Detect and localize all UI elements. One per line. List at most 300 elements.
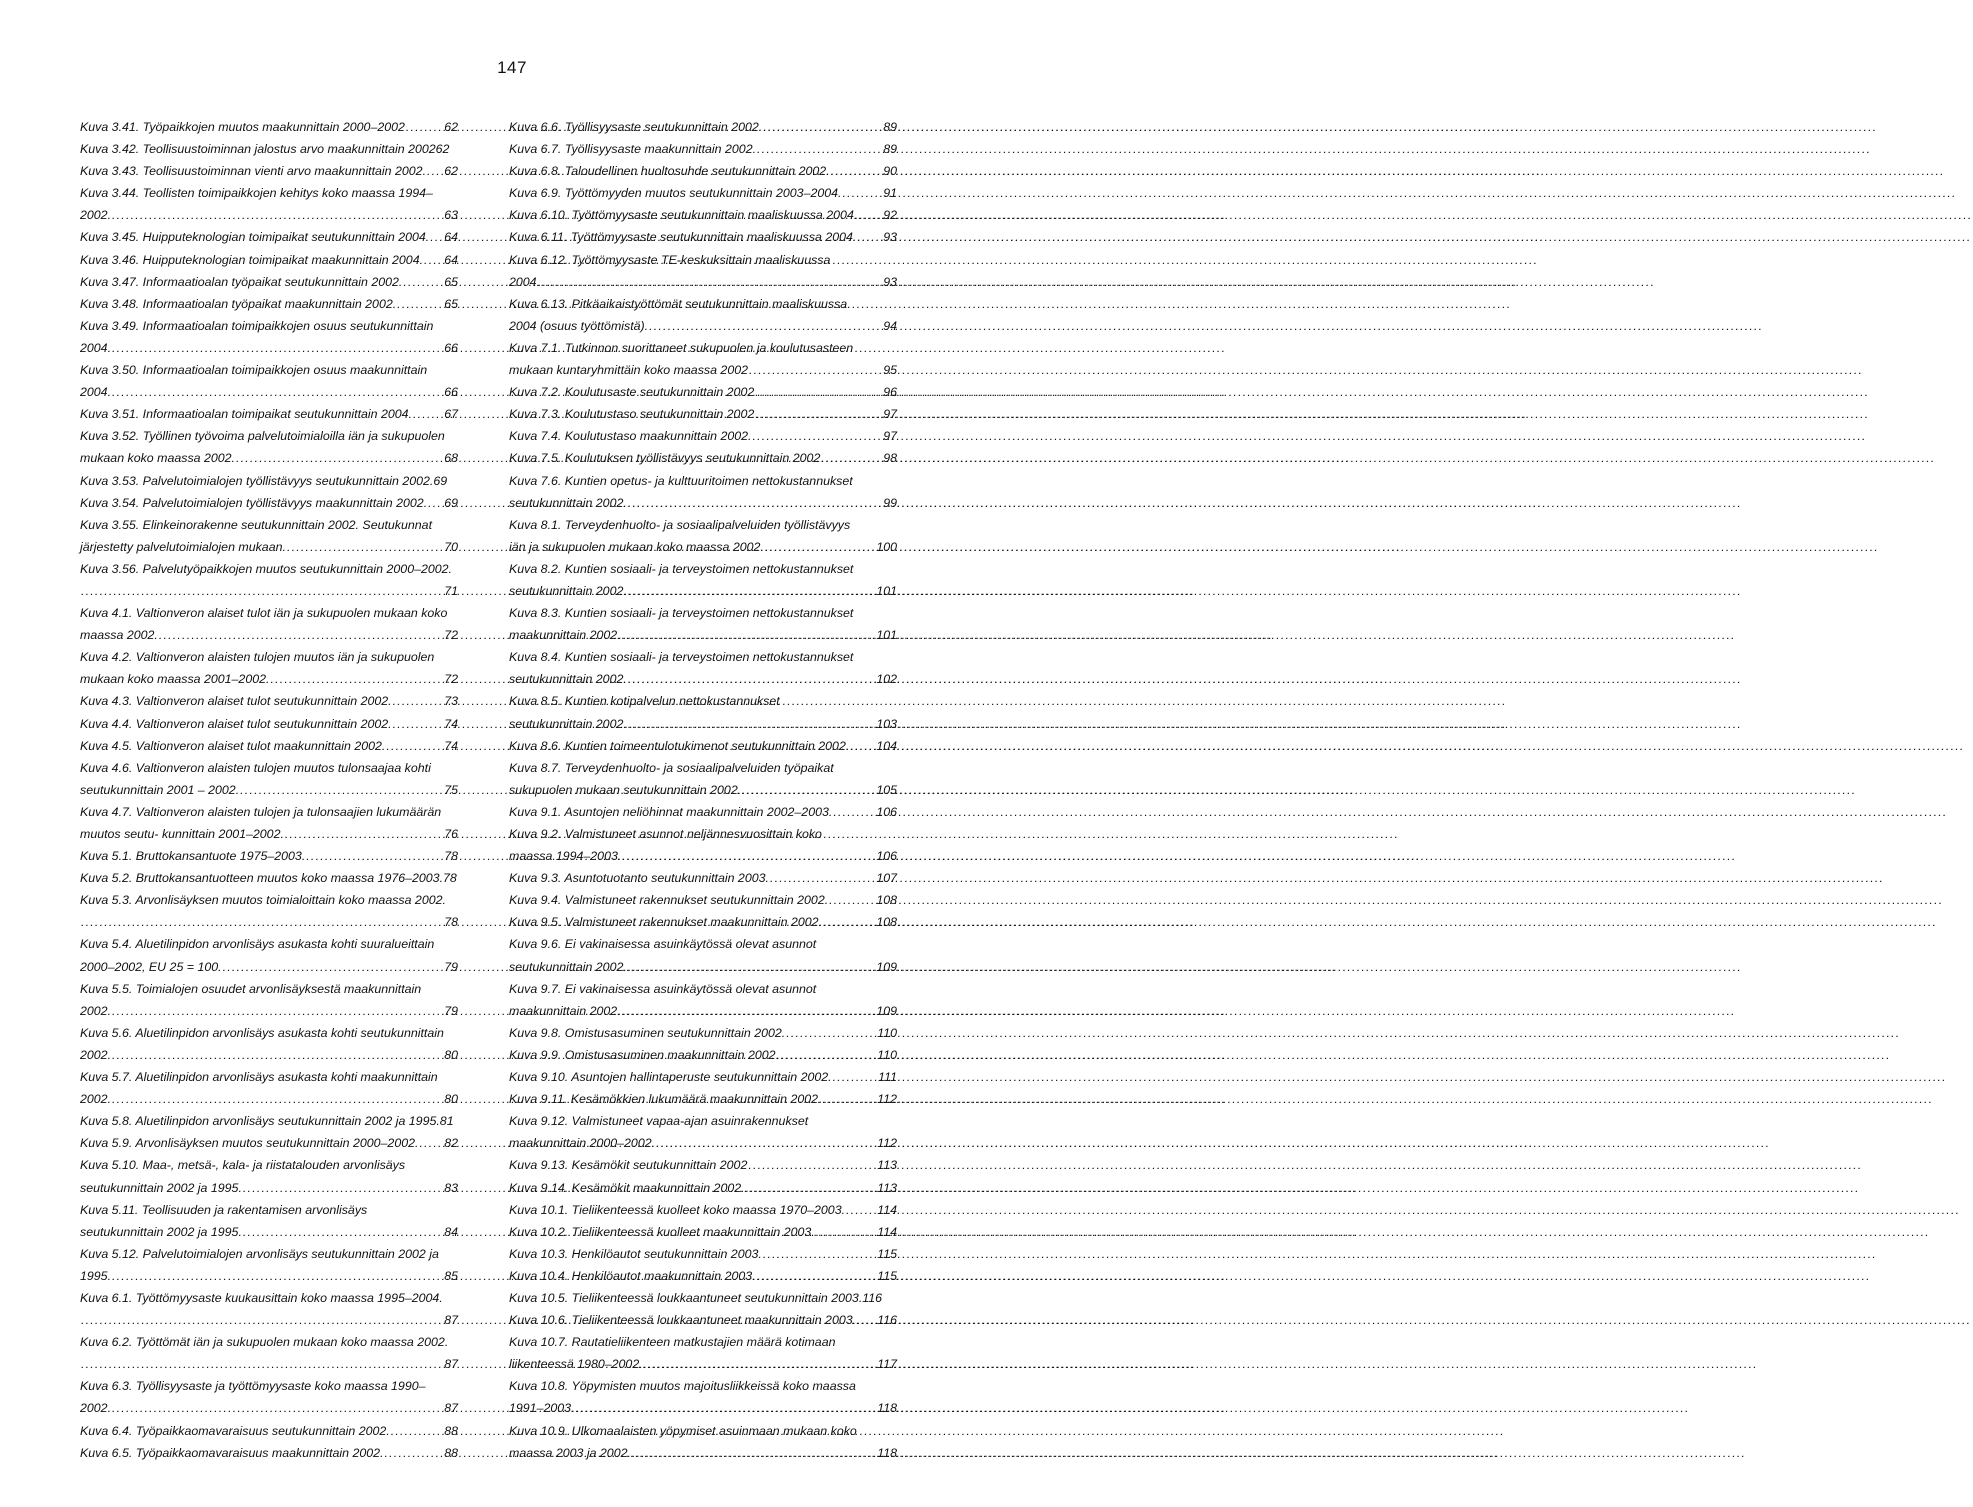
toc-entry-text: 2000–2002, EU 25 = 100. bbox=[80, 959, 222, 974]
toc-entry-text: Kuva 10.2. Tieliikenteessä kuolleet maakunnittain 2003. bbox=[509, 1224, 815, 1239]
toc-entry-line bbox=[509, 359, 897, 381]
toc-entry-text: Kuva 4.4. Valtionveron alaiset tulot seutukunnittain 2002. bbox=[80, 716, 392, 731]
page-number: 147 bbox=[497, 58, 527, 77]
toc-entry bbox=[80, 492, 458, 514]
toc-leader-dots bbox=[81, 1309, 443, 1331]
toc-leader-dots bbox=[243, 1221, 443, 1243]
toc-entry bbox=[80, 1066, 458, 1110]
toc-entry-line bbox=[80, 978, 458, 1000]
toc-entry-text: Kuva 6.13. Pitkäaikaistyöttömät seutukunnittain maaliskuussa bbox=[509, 296, 848, 311]
toc-page-number: 107 bbox=[876, 871, 897, 886]
toc-entry-text: maakunnittain 2002. bbox=[509, 628, 621, 643]
toc-entry-line bbox=[80, 911, 458, 933]
toc-entry-text: Kuva 6.3. Työllisyysaste ja työttömyysaste koko maassa 1990– bbox=[80, 1379, 426, 1394]
toc-entry-line bbox=[80, 933, 458, 955]
toc-entry bbox=[509, 514, 897, 558]
toc-entry-text: Kuva 5.1. Bruttokansantuote 1975–2003. bbox=[80, 849, 306, 864]
toc-entry bbox=[80, 1110, 458, 1132]
toc-leader-dots bbox=[397, 293, 443, 315]
toc-entry-text: Kuva 5.11. Teollisuuden ja rakentamisen arvonlisäys bbox=[80, 1202, 368, 1217]
toc-entry-line bbox=[509, 492, 897, 514]
toc-page-number: 114 bbox=[877, 1224, 897, 1239]
toc-entry bbox=[80, 1022, 458, 1066]
toc-page-number: 71 bbox=[444, 583, 458, 598]
toc-entry-text: maakunnittain 2002. bbox=[509, 1003, 621, 1018]
toc-leader-dots bbox=[403, 271, 443, 293]
toc-entry bbox=[80, 1420, 458, 1442]
toc-entry bbox=[80, 359, 458, 403]
toc-entry bbox=[509, 1066, 897, 1088]
toc-entry bbox=[80, 1442, 458, 1464]
toc-page-number: 66 bbox=[444, 340, 458, 355]
toc-entry-text: Kuva 9.5. Valmistuneet rakennukset maakunnittain 2002. bbox=[509, 915, 822, 930]
toc-leader-dots bbox=[428, 492, 443, 514]
toc-entry-line bbox=[509, 403, 897, 425]
toc-leader-dots bbox=[857, 1309, 876, 1331]
toc-entry bbox=[80, 978, 458, 1022]
toc-leader-dots bbox=[763, 116, 882, 138]
toc-entry-line bbox=[509, 1287, 897, 1309]
toc-leader-dots bbox=[748, 1154, 876, 1176]
toc-entry-line bbox=[80, 867, 458, 889]
toc-entry bbox=[509, 1420, 897, 1464]
toc-entry-text: järjestetty palvelutoimialojen mukaan. bbox=[80, 539, 286, 554]
toc-entry bbox=[80, 1132, 458, 1154]
toc-entry-text: Kuva 10.6. Tieliikenteessä loukkaantuneet maakunnittain 2003. bbox=[509, 1313, 857, 1328]
toc-page-number: 65 bbox=[444, 296, 458, 311]
toc-entry bbox=[509, 160, 897, 182]
toc-leader-dots bbox=[406, 116, 443, 138]
toc-entry-line bbox=[509, 956, 897, 978]
toc-page-number: 94 bbox=[883, 318, 897, 333]
toc-entry-line bbox=[509, 911, 897, 933]
toc-entry-text: Kuva 6.9. Työttömyyden muutos seutukunnittain 2003–2004. bbox=[509, 186, 842, 201]
toc-entry-line bbox=[80, 1353, 458, 1375]
toc-entry-text: Kuva 8.4. Kuntien sosiaali- ja terveystoimen nettokustannukset bbox=[509, 650, 854, 665]
toc-leader-dots bbox=[628, 668, 876, 690]
toc-entry-text: muutos seutu- kunnittain 2001–2002. bbox=[80, 827, 284, 841]
toc-page-number: 62 bbox=[444, 120, 458, 134]
toc-entry-text: Kuva 9.1. Asuntojen neliöhinnat maakunnittain 2002–2003. bbox=[509, 804, 833, 819]
toc-entry-text: seutukunnittain 2002. bbox=[509, 672, 627, 687]
toc-entry-text: seutukunnittain 2002. bbox=[509, 495, 627, 510]
toc-entry-text: seutukunnittain 2002. bbox=[509, 716, 627, 731]
toc-entry bbox=[509, 690, 897, 734]
toc-entry-text: Kuva 5.9. Arvonlisäyksen muutos seutukunnittain 2000–2002. bbox=[80, 1136, 419, 1151]
toc-entry-line bbox=[509, 867, 897, 889]
toc-entry-line bbox=[80, 1199, 458, 1221]
toc-entry bbox=[80, 1243, 458, 1287]
toc-entry-line bbox=[509, 1110, 897, 1132]
toc-entry-line bbox=[80, 1397, 458, 1419]
toc-entry-line bbox=[80, 1066, 458, 1088]
toc-page-number: 65 bbox=[444, 274, 458, 289]
toc-entry-line bbox=[80, 889, 458, 911]
toc-leader-dots bbox=[628, 492, 882, 514]
toc-leader-dots bbox=[632, 1442, 876, 1464]
toc-entry bbox=[509, 337, 897, 381]
toc-entry bbox=[509, 1022, 897, 1044]
toc-leader-dots bbox=[786, 1022, 876, 1044]
toc-leader-dots bbox=[757, 1265, 877, 1287]
toc-entry-text: maakunnittain 2000–2002. bbox=[509, 1136, 656, 1151]
toc-entry bbox=[509, 801, 897, 823]
toc-page-number: 75 bbox=[444, 782, 458, 797]
toc-entry-text: Kuva 3.42. Teollisuustoiminnan jalostus arvo maakunnittain 200262 bbox=[80, 142, 450, 157]
toc-entry-text: Kuva 10.7. Rautatieliikenteen matkustajien määrä kotimaan bbox=[509, 1335, 836, 1350]
toc-leader-dots bbox=[223, 956, 444, 978]
toc-entry-line bbox=[80, 735, 458, 757]
toc-entry-text: Kuva 9.12. Valmistuneet vapaa-ajan asuinrakennukset bbox=[509, 1114, 809, 1129]
toc-leader-dots bbox=[385, 1442, 444, 1464]
toc-entry-line bbox=[80, 492, 458, 514]
toc-page-number: 106 bbox=[876, 849, 897, 864]
toc-entry-line bbox=[509, 558, 897, 580]
toc-entry bbox=[509, 403, 897, 425]
toc-page-number: 90 bbox=[883, 164, 897, 179]
toc-entry bbox=[509, 757, 897, 801]
toc-entry bbox=[509, 1199, 897, 1221]
toc-leader-dots bbox=[850, 735, 875, 757]
toc-entry-text: Kuva 10.5. Tieliikenteessä loukkaantuneet seutukunnittain 2003.116 bbox=[509, 1290, 883, 1305]
toc-entry-line bbox=[80, 1420, 458, 1442]
toc-entry-text: 2004 (osuus työttömistä). bbox=[509, 318, 649, 333]
toc-entry-line bbox=[80, 1442, 458, 1464]
toc-leader-dots bbox=[622, 845, 875, 867]
toc-entry bbox=[509, 249, 897, 293]
toc-entry bbox=[509, 1110, 897, 1154]
toc-entry-line bbox=[80, 845, 458, 867]
toc-leader-dots bbox=[427, 160, 443, 182]
toc-entry-line bbox=[509, 1154, 897, 1176]
toc-entry-line bbox=[509, 293, 897, 315]
toc-entry-text: Kuva 6.1. Työttömyysaste kuukausittain koko maassa 1995–2004. bbox=[80, 1290, 443, 1305]
toc-entry-line bbox=[80, 1331, 458, 1353]
toc-page-number: 80 bbox=[444, 1047, 458, 1062]
toc-entry-text: 2002. bbox=[80, 208, 112, 223]
toc-entry-text: Kuva 6.7. Työllisyysaste maakunnittain 2002. bbox=[509, 142, 757, 157]
toc-entry-line bbox=[509, 337, 897, 359]
toc-leader-dots bbox=[846, 1199, 876, 1221]
toc-entry-text: Kuva 3.44. Teollisten toimipaikkojen kehitys koko maassa 1994– bbox=[80, 186, 433, 201]
toc-page-number: 80 bbox=[444, 1092, 458, 1107]
toc-entry-text: Kuva 9.10. Asuntojen hallintaperuste seutukunnittain 2002. bbox=[509, 1070, 832, 1085]
toc-entry-line bbox=[80, 315, 458, 337]
toc-page-number: 76 bbox=[444, 827, 458, 841]
toc-page-number: 111 bbox=[878, 1070, 897, 1085]
toc-entry-text: Kuva 8.5. Kuntien kotipalvelun nettokustannukset bbox=[509, 694, 780, 709]
toc-page-number: 101 bbox=[876, 583, 897, 598]
toc-page-number: 87 bbox=[444, 1401, 458, 1416]
toc-right-column bbox=[509, 116, 897, 1464]
toc-entry-line bbox=[80, 956, 458, 978]
toc-leader-dots bbox=[81, 1353, 443, 1375]
toc-entry-text: Kuva 8.7. Terveydenhuolto- ja sosiaalipalveluiden työpaikat bbox=[509, 760, 834, 775]
toc-entry-text: Kuva 8.6. Kuntien toimeentulotukimenot seutukunnittain 2002. bbox=[509, 738, 850, 753]
toc-entry bbox=[509, 1221, 897, 1243]
toc-page-number: 98 bbox=[883, 451, 897, 466]
toc-leader-dots bbox=[393, 690, 444, 712]
toc-leader-dots bbox=[842, 182, 882, 204]
toc-leader-dots bbox=[628, 956, 876, 978]
toc-entry-line bbox=[80, 1044, 458, 1066]
toc-page-number: 67 bbox=[444, 407, 458, 422]
toc-leader-dots bbox=[112, 1397, 443, 1419]
toc-entry-text: Kuva 9.8. Omistusasuminen seutukunnittain 2002. bbox=[509, 1025, 786, 1040]
toc-entry-text: Kuva 3.56. Palvelutyöpaikkojen muutos seutukunnittain 2000–2002. bbox=[80, 561, 452, 576]
toc-leader-dots bbox=[622, 624, 876, 646]
toc-entry-text: Kuva 9.6. Ei vakinaisessa asuinkäytössä olevat asunnot bbox=[509, 937, 817, 952]
toc-leader-dots bbox=[386, 735, 443, 757]
toc-page-number: 84 bbox=[444, 1224, 458, 1239]
toc-page-number: 69 bbox=[444, 495, 458, 510]
toc-entry-line bbox=[80, 624, 458, 646]
toc-leader-dots bbox=[240, 779, 443, 801]
toc-entry-line bbox=[509, 1177, 897, 1199]
toc-page-number: 97 bbox=[883, 429, 897, 444]
toc-entry-text: mukaan koko maassa 2002. bbox=[80, 451, 235, 466]
toc-entry-line bbox=[80, 1132, 458, 1154]
toc-entry-line bbox=[80, 337, 458, 359]
toc-entry-line bbox=[80, 403, 458, 425]
toc-page-number: 87 bbox=[444, 1357, 458, 1372]
toc-leader-dots bbox=[285, 823, 443, 845]
toc-entry-line bbox=[509, 514, 897, 536]
toc-page-number: 114 bbox=[877, 1202, 897, 1217]
toc-page-number: 72 bbox=[444, 628, 458, 643]
toc-page-number: 78 bbox=[444, 849, 458, 864]
toc-leader-dots bbox=[755, 381, 882, 403]
toc-entry-line bbox=[509, 713, 897, 735]
toc-page-number: 118 bbox=[877, 1445, 897, 1460]
toc-entry-text: Kuva 7.6. Kuntien opetus- ja kulttuuritoimen nettokustannukset bbox=[509, 473, 853, 488]
toc-entry bbox=[509, 381, 897, 403]
toc-entry bbox=[80, 690, 458, 712]
toc-entry-line bbox=[80, 801, 458, 823]
toc-entry-text: Kuva 6.4. Työpaikkaomavaraisuus seutukunnittain 2002. bbox=[80, 1423, 390, 1438]
toc-entry-line bbox=[80, 690, 458, 712]
toc-leader-dots bbox=[746, 1177, 877, 1199]
toc-entry-text: Kuva 10.8. Yöpymisten muutos majoitusliikkeissä koko maassa bbox=[509, 1379, 856, 1394]
toc-entry-line bbox=[80, 1088, 458, 1110]
toc-entry-line bbox=[509, 1353, 897, 1375]
toc-entry-line bbox=[509, 1331, 897, 1353]
toc-entry-text: 2002. bbox=[80, 1401, 112, 1416]
toc-leader-dots bbox=[752, 425, 882, 447]
toc-entry-text: Kuva 5.6. Aluetilinpidon arvonlisäys asukasta kohti seutukunnittain bbox=[80, 1025, 444, 1040]
toc-entry bbox=[80, 116, 458, 138]
toc-entry bbox=[509, 1154, 897, 1176]
toc-entry-line bbox=[509, 425, 897, 447]
toc-entry-line bbox=[509, 757, 897, 779]
toc-entry-text: Kuva 8.3. Kuntien sosiaali- ja terveystoimen nettokustannukset bbox=[509, 606, 854, 621]
toc-entry-text: 2002. bbox=[80, 1003, 112, 1018]
toc-entry bbox=[509, 1309, 897, 1331]
toc-page-number: 116 bbox=[877, 1313, 897, 1328]
toc-page-number: 79 bbox=[444, 1003, 458, 1018]
toc-leader-dots bbox=[770, 867, 875, 889]
toc-entry-line bbox=[509, 226, 897, 248]
toc-page-number: 103 bbox=[876, 716, 897, 731]
toc-entry-line bbox=[509, 536, 897, 558]
toc-leader-dots bbox=[419, 1132, 443, 1154]
toc-entry bbox=[80, 735, 458, 757]
toc-leader-dots bbox=[858, 204, 882, 226]
toc-entry-line bbox=[509, 1420, 897, 1442]
toc-entry-text: Kuva 5.10. Maa-, metsä-, kala- ja riistatalouden arvonlisäys bbox=[80, 1158, 406, 1173]
toc-entry bbox=[509, 911, 897, 933]
toc-entry-line bbox=[80, 602, 458, 624]
toc-entry-text: mukaan kuntaryhmittäin koko maassa 2002 bbox=[509, 363, 748, 378]
toc-entry bbox=[80, 226, 458, 248]
toc-page-number: 88 bbox=[444, 1445, 458, 1460]
toc-page-number: 109 bbox=[876, 959, 897, 974]
toc-leader-dots bbox=[644, 1353, 877, 1375]
toc-entry-line bbox=[509, 1309, 897, 1331]
toc-leader-dots bbox=[628, 713, 876, 735]
toc-leader-dots bbox=[112, 1044, 443, 1066]
toc-page-number: 101 bbox=[876, 628, 897, 643]
toc-entry bbox=[80, 889, 458, 933]
toc-entry-line bbox=[509, 1000, 897, 1022]
toc-entry-line bbox=[509, 889, 897, 911]
toc-entry bbox=[80, 514, 458, 558]
toc-entry-text: Kuva 8.2. Kuntien sosiaali- ja terveystoimen nettokustannukset bbox=[509, 561, 854, 576]
toc-entry-text: 1991–2003. bbox=[509, 1401, 575, 1416]
toc-page-number: 97 bbox=[883, 407, 897, 422]
toc-entry-text: Kuva 4.5. Valtionveron alaiset tulot maakunnittain 2002. bbox=[80, 738, 386, 753]
toc-entry bbox=[509, 867, 897, 889]
toc-entry-text: 1995. bbox=[80, 1268, 112, 1283]
toc-entry-line bbox=[509, 470, 897, 492]
toc-entry-line bbox=[509, 447, 897, 469]
toc-entry-line bbox=[80, 249, 458, 271]
toc-entry-line bbox=[509, 1442, 897, 1464]
toc-entry-text: 2004. bbox=[80, 385, 112, 400]
toc-entry-line bbox=[80, 138, 458, 160]
toc-page-number: 74 bbox=[444, 716, 458, 731]
toc-entry-line bbox=[80, 646, 458, 668]
toc-entry bbox=[509, 1265, 897, 1287]
toc-entry bbox=[509, 1331, 897, 1375]
toc-entry-line bbox=[509, 249, 897, 271]
toc-entry-text: Kuva 3.54. Palvelutoimialojen työllistävyys maakunnittain 2002. bbox=[80, 495, 428, 510]
toc-leader-dots bbox=[765, 536, 875, 558]
toc-entry-text: Kuva 3.48. Informaatioalan työpaikat maakunnittain 2002. bbox=[80, 296, 397, 311]
toc-entry-text: Kuva 9.4. Valmistuneet rakennukset seutukunnittain 2002. bbox=[509, 893, 829, 908]
toc-entry-text: Kuva 5.8. Aluetilinpidon arvonlisäys seutukunnittain 2002 ja 1995.81 bbox=[80, 1114, 454, 1129]
toc-entry bbox=[509, 425, 897, 447]
toc-entry-line bbox=[80, 204, 458, 226]
toc-page-number: 64 bbox=[444, 252, 458, 267]
toc-entry-text: Kuva 10.9. Ulkomaalaisten yöpymiset asuinmaan mukaan koko bbox=[509, 1423, 857, 1438]
toc-page-number: 102 bbox=[876, 672, 897, 687]
toc-entry-text: Kuva 10.4. Henkilöautot maakunnittain 2003. bbox=[509, 1268, 756, 1283]
toc-entry-text: Kuva 8.1. Terveydenhuolto- ja sosiaalipalveluiden työllistävyys bbox=[509, 517, 851, 532]
toc-entry-text: Kuva 3.55. Elinkeinorakenne seutukunnittain 2002. Seutukunnat bbox=[80, 517, 433, 532]
toc-entry-line bbox=[509, 1243, 897, 1265]
toc-leader-dots bbox=[236, 447, 443, 469]
toc-page-number: 99 bbox=[883, 495, 897, 510]
toc-entry-text: Kuva 4.2. Valtionveron alaisten tulojen muutos iän ja sukupuolen bbox=[80, 650, 435, 665]
toc-entry-text: Kuva 3.46. Huipputeknologian toimipaikat maakunnittain 2004. bbox=[80, 252, 424, 267]
toc-entry-line bbox=[509, 204, 897, 226]
toc-entry bbox=[509, 182, 897, 204]
toc-entry-text: seutukunnittain 2002. bbox=[509, 959, 627, 974]
toc-entry-line bbox=[80, 470, 458, 492]
toc-entry-line bbox=[80, 1022, 458, 1044]
toc-entry-line bbox=[80, 116, 458, 138]
toc-leader-dots bbox=[831, 160, 883, 182]
toc-entry-line bbox=[80, 1243, 458, 1265]
toc-page-number: 110 bbox=[877, 1047, 897, 1062]
toc-page-number: 91 bbox=[883, 186, 897, 201]
toc-entry-text: Kuva 9.9. Omistusasuminen maakunnittain 2002 bbox=[509, 1047, 776, 1062]
toc-entry-line bbox=[80, 271, 458, 293]
toc-leader-dots bbox=[243, 1177, 443, 1199]
toc-page-number: 88 bbox=[444, 1423, 458, 1438]
toc-entry-text: liikenteessä 1980–2002. bbox=[509, 1357, 643, 1372]
toc-entry-text: mukaan koko maassa 2001–2002. bbox=[80, 672, 270, 687]
toc-leader-dots bbox=[306, 845, 443, 867]
toc-entry-line bbox=[509, 138, 897, 160]
toc-entry-line bbox=[509, 646, 897, 668]
toc-entry bbox=[80, 249, 458, 271]
toc-entry bbox=[80, 271, 458, 293]
toc-entry-text: Kuva 9.3. Asuntotuotanto seutukunnittain 2003. bbox=[509, 871, 769, 886]
toc-leader-dots bbox=[112, 1265, 443, 1287]
toc-page-number: 100 bbox=[876, 539, 897, 554]
toc-entry-line bbox=[509, 602, 897, 624]
toc-entry-text: Kuva 9.7. Ei vakinaisessa asuinkäytössä olevat asunnot bbox=[509, 981, 817, 996]
toc-page-number: 117 bbox=[877, 1357, 897, 1372]
toc-entry-text: Kuva 5.5. Toimialojen osuudet arvonlisäyksestä maakunnittain bbox=[80, 981, 422, 996]
toc-entry-text: Kuva 7.3. Koulutustaso seutukunnittain 2002 bbox=[509, 407, 755, 422]
toc-leader-dots bbox=[413, 403, 443, 425]
toc-entry-line bbox=[80, 558, 458, 580]
toc-page-number: 108 bbox=[876, 893, 897, 908]
toc-page-number: 112 bbox=[877, 1136, 897, 1151]
toc-entry bbox=[509, 933, 897, 977]
toc-page-number: 66 bbox=[444, 385, 458, 400]
toc-leader-dots bbox=[656, 1132, 876, 1154]
toc-entry-line bbox=[509, 116, 897, 138]
toc-page-number: 82 bbox=[444, 1136, 458, 1151]
toc-leader-dots bbox=[112, 1000, 443, 1022]
toc-page-number: 104 bbox=[876, 738, 897, 753]
toc-entry bbox=[80, 1154, 458, 1198]
toc-entry-line bbox=[80, 359, 458, 381]
toc-page-number: 115 bbox=[877, 1246, 897, 1261]
toc-entry bbox=[80, 160, 458, 182]
toc-leader-dots bbox=[763, 1243, 876, 1265]
toc-leader-dots bbox=[159, 624, 443, 646]
toc-leader-dots bbox=[393, 713, 444, 735]
toc-leader-dots bbox=[270, 668, 443, 690]
toc-entry-line bbox=[509, 381, 897, 403]
toc-entry-line bbox=[80, 1154, 458, 1176]
toc-entry bbox=[509, 293, 897, 337]
toc-leader-dots bbox=[757, 138, 882, 160]
toc-entry bbox=[80, 1287, 458, 1331]
toc-page-number: 73 bbox=[444, 694, 458, 709]
toc-entry-text: seutukunnittain 2002 ja 1995. bbox=[80, 1180, 242, 1195]
toc-entry-line bbox=[509, 1375, 897, 1397]
toc-entry-line bbox=[80, 1110, 458, 1132]
toc-entry-line bbox=[509, 735, 897, 757]
toc-entry-text: Kuva 3.45. Huipputeknologian toimipaikat seutukunnittain 2004. bbox=[80, 230, 430, 245]
toc-entry-text: Kuva 3.49. Informaatioalan toimipaikkojen osuus seutukunnittain bbox=[80, 318, 434, 333]
